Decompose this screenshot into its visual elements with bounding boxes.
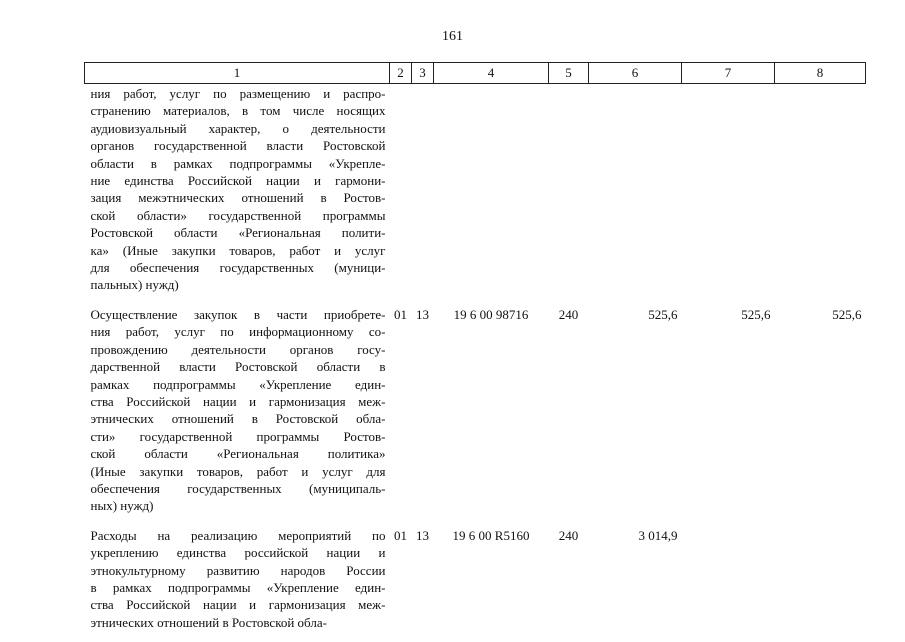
description-line: странению материалов, в том числе носящих — [90, 103, 386, 119]
description-line: ных) нужд) — [90, 498, 154, 514]
cell-col2: 01 — [394, 527, 407, 543]
header-col-2: 2 — [390, 63, 412, 84]
description-line: пальных) нужд) — [90, 277, 179, 293]
description-line: дарственной власти Ростовской области в — [90, 359, 386, 375]
description-line: обеспечения государственных (муниципаль- — [90, 480, 386, 496]
row-description — [85, 526, 390, 642]
table-row — [85, 84, 866, 305]
row-description — [85, 305, 390, 526]
table-row — [85, 526, 866, 642]
header-col-5: 5 — [549, 63, 589, 84]
row-description — [85, 84, 390, 305]
cell-col7 — [682, 84, 775, 305]
description-line: органов государственной власти Ростовской — [90, 138, 386, 154]
description-line: рамках подпрограммы «Укрепление един- — [90, 376, 386, 392]
description-line: в рамках подпрограммы «Укрепление един- — [90, 579, 386, 595]
description-line: провождению деятельности органов госу- — [90, 341, 386, 357]
cell-col4 — [434, 84, 549, 305]
cell-col8 — [775, 526, 866, 642]
cell-col8: 525,6 — [832, 306, 862, 322]
description-line: ства Российской нации и гармонизация меж- — [90, 597, 386, 613]
description-line: (Иные закупки товаров, работ и услуг для — [90, 463, 386, 479]
description-line: этнокультурному развитию народов России — [90, 562, 386, 578]
header-row — [85, 63, 866, 84]
header-col-8: 8 — [775, 63, 866, 84]
cell-col6: 525,6 — [648, 306, 678, 322]
cell-col3: 13 — [416, 306, 429, 322]
description-line: Ростовской области «Региональная полити- — [90, 225, 386, 241]
header-col-1: 1 — [85, 63, 390, 84]
budget-table — [84, 62, 866, 642]
header-col-4: 4 — [434, 63, 549, 84]
cell-col7: 525,6 — [741, 306, 771, 322]
description-line: ние единства Российской нации и гармони- — [90, 173, 386, 189]
cell-col6: 3 014,9 — [638, 527, 678, 543]
cell-col4: 19 6 00 R5160 — [452, 527, 530, 543]
description-line: для обеспечения государственных (муници- — [90, 260, 386, 276]
cell-col2 — [390, 84, 412, 305]
description-line: ния работ, услуг по размещению и распро- — [90, 86, 386, 101]
description-line: ка» (Иные закупки товаров, работ и услуг — [90, 242, 386, 258]
description-line: этнических отношений в Ростовской обла- — [90, 614, 327, 630]
header-col-7: 7 — [682, 63, 775, 84]
cell-col4: 19 6 00 98716 — [453, 306, 529, 322]
cell-col6 — [589, 84, 682, 305]
cell-col5: 240 — [558, 527, 579, 543]
description-line: области в рамках подпрограммы «Укрепле- — [90, 155, 386, 171]
cell-col7 — [682, 526, 775, 642]
table-row — [85, 305, 866, 526]
cell-col8 — [775, 84, 866, 305]
page-number: 161 — [442, 29, 463, 44]
cell-col3 — [412, 84, 434, 305]
description-line: зация межэтнических отношений в Ростов- — [90, 190, 386, 206]
description-line: укреплению единства российской нации и — [90, 545, 386, 561]
description-line: аудиовизуальный характер, о деятельности — [90, 120, 386, 136]
description-line: ства Российской нации и гармонизация меж- — [90, 393, 386, 409]
cell-col5: 240 — [558, 306, 579, 322]
description-line: сти» государственной программы Ростов- — [90, 428, 386, 444]
description-line: Расходы на реализацию мероприятий по — [90, 527, 386, 543]
description-line: ния работ, услуг по информационному со- — [90, 324, 386, 340]
description-line: Осуществление закупок в части приобрете- — [90, 306, 386, 322]
description-line: ской области «Региональная политика» — [90, 446, 386, 462]
description-line: этнических отношений в Ростовской обла- — [90, 411, 386, 427]
cell-col2: 01 — [394, 306, 407, 322]
cell-col5 — [549, 84, 589, 305]
cell-col3: 13 — [416, 527, 429, 543]
header-col-3: 3 — [412, 63, 434, 84]
description-line: ской области» государственной программы — [90, 207, 386, 223]
header-col-6: 6 — [589, 63, 682, 84]
